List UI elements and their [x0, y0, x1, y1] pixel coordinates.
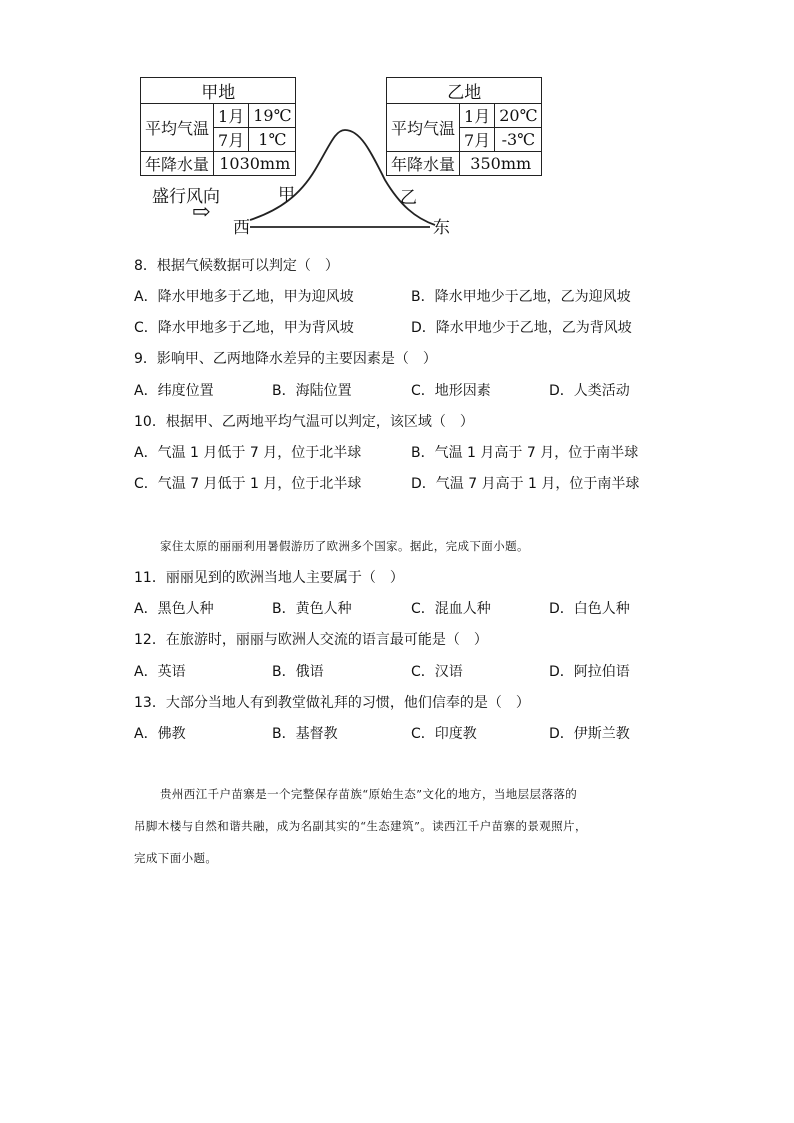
climate-figure — [130, 70, 550, 240]
q12-option-b[interactable]: B．俄语 — [272, 664, 324, 680]
yi-jan-value: 20℃ — [495, 104, 542, 128]
yi-jul-value: -3℃ — [495, 128, 542, 152]
passage-miao-line-3: 完成下面小题。 — [134, 851, 218, 865]
question-11-stem: 11．丽丽见到的欧洲当地人主要属于（ ） — [134, 570, 404, 586]
wind-arrow-icon: ⇨ — [192, 200, 211, 225]
east-label: 东 — [433, 218, 450, 238]
q11-option-b[interactable]: B．黄色人种 — [272, 601, 352, 617]
yi-precip-label: 年降水量 — [387, 152, 460, 176]
passage-intro-europe: 家住太原的丽丽利用暑假游历了欧洲多个国家。据此，完成下面小题。 — [160, 539, 529, 553]
q13-option-c[interactable]: C．印度教 — [411, 726, 477, 742]
q11-option-c[interactable]: C．混血人种 — [411, 601, 491, 617]
passage-miao-line-2: 吊脚木楼与自然和谐共融，成为名副其实的“生态建筑”。读西江千户苗寨的景观照片， — [134, 819, 587, 833]
q10-option-c[interactable]: C．气温 7 月低于 1 月，位于北半球 — [134, 476, 362, 492]
q11-option-d[interactable]: D．白色人种 — [549, 601, 630, 617]
west-label: 西 — [233, 218, 250, 238]
passage-miao-line-1: 贵州西江千户苗寨是一个完整保存苗族“原始生态”文化的地方，当地层层落落的 — [160, 787, 578, 801]
question-9-stem: 9．影响甲、乙两地降水差异的主要因素是（ ） — [134, 351, 437, 367]
q8-option-b[interactable]: B．降水甲地少于乙地，乙为迎风坡 — [411, 289, 631, 305]
yi-jan-label: 1月 — [460, 104, 495, 128]
question-13-stem: 13．大部分当地人有到教堂做礼拜的习惯，他们信奉的是（ ） — [134, 695, 530, 711]
q13-option-b[interactable]: B．基督教 — [272, 726, 338, 742]
question-10-stem: 10．根据甲、乙两地平均气温可以判定，该区域（ ） — [134, 414, 474, 430]
jia-avg-temp-label: 平均气温 — [141, 104, 214, 152]
q9-option-a[interactable]: A．纬度位置 — [134, 383, 214, 399]
q9-option-d[interactable]: D．人类活动 — [549, 383, 630, 399]
yi-jul-label: 7月 — [460, 128, 495, 152]
jia-jan-value: 19℃ — [249, 104, 296, 128]
wind-direction-label: 盛行风向 — [152, 187, 220, 207]
jia-jan-label: 1月 — [214, 104, 249, 128]
yi-slope-label: 乙 — [400, 188, 417, 208]
question-12-stem: 12．在旅游时，丽丽与欧洲人交流的语言最可能是（ ） — [134, 632, 488, 648]
jia-precip-label: 年降水量 — [141, 152, 214, 176]
q10-option-d[interactable]: D．气温 7 月高于 1 月，位于南半球 — [411, 476, 640, 492]
q13-option-d[interactable]: D．伊斯兰教 — [549, 726, 630, 742]
q10-option-b[interactable]: B．气温 1 月高于 7 月，位于南半球 — [411, 445, 639, 461]
jia-slope-label: 甲 — [278, 185, 295, 205]
q9-option-b[interactable]: B．海陆位置 — [272, 383, 352, 399]
q8-option-d[interactable]: D．降水甲地少于乙地，乙为背风坡 — [411, 320, 632, 336]
q8-option-c[interactable]: C．降水甲地多于乙地，甲为背风坡 — [134, 320, 354, 336]
q13-option-a[interactable]: A．佛教 — [134, 726, 186, 742]
jia-precip-value: 1030mm — [214, 152, 296, 176]
yi-avg-temp-label: 平均气温 — [387, 104, 460, 152]
jia-jul-value: 1℃ — [249, 128, 296, 152]
jia-table-title: 甲地 — [141, 78, 296, 104]
q11-option-a[interactable]: A．黑色人种 — [134, 601, 214, 617]
q10-option-a[interactable]: A．气温 1 月低于 7 月，位于北半球 — [134, 445, 362, 461]
q12-option-a[interactable]: A．英语 — [134, 664, 186, 680]
mountain-curve — [250, 130, 435, 225]
q8-option-a[interactable]: A．降水甲地多于乙地，甲为迎风坡 — [134, 289, 354, 305]
q12-option-d[interactable]: D．阿拉伯语 — [549, 664, 630, 680]
jia-jul-label: 7月 — [214, 128, 249, 152]
question-8-stem: 8．根据气候数据可以判定（ ） — [134, 258, 339, 274]
q9-option-c[interactable]: C．地形因素 — [411, 383, 491, 399]
yi-precip-value: 350mm — [460, 152, 542, 176]
q12-option-c[interactable]: C．汉语 — [411, 664, 463, 680]
yi-table-title: 乙地 — [387, 78, 542, 104]
